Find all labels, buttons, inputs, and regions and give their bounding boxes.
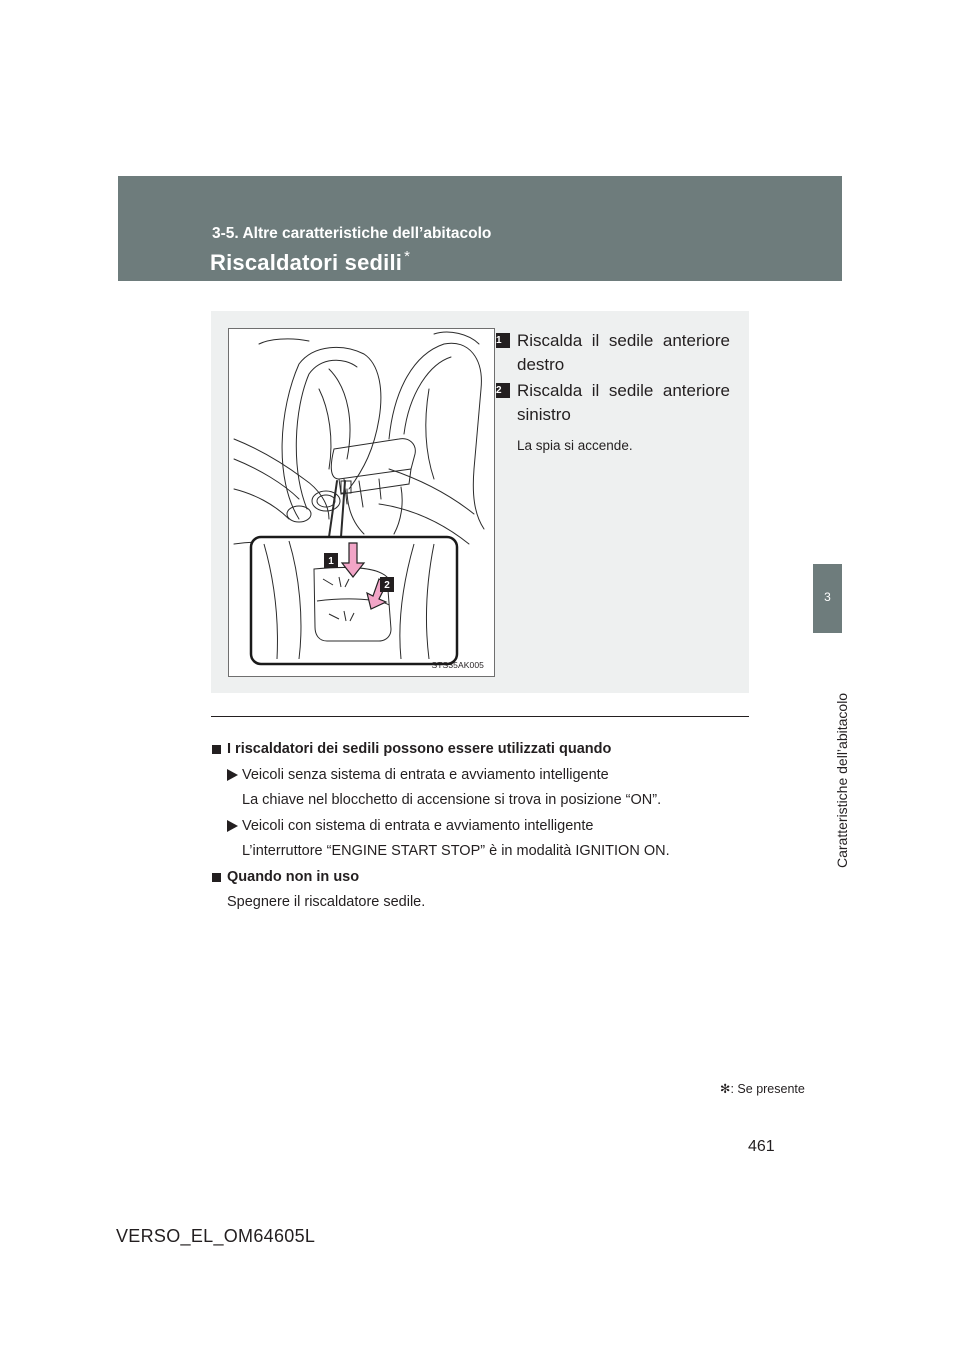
page-title xyxy=(210,248,410,276)
page-number: 461 xyxy=(748,1138,775,1155)
footnote xyxy=(720,1081,805,1096)
note-text-ignition-on: L’interruttore “ENGINE START STOP” è in modalità IGNITION ON. xyxy=(242,843,670,859)
note-bullet-no-smart-key-text: Veicoli senza sistema di entrata e avviamento intelligente xyxy=(242,766,609,783)
note-bullet-smart-key xyxy=(212,814,752,840)
callout-2: 2 xyxy=(384,580,390,591)
optional-marker: * xyxy=(404,248,411,265)
section-header xyxy=(118,176,842,281)
chapter-label: Caratteristiche dell’abitacolo xyxy=(834,692,850,868)
triangle-bullet-icon xyxy=(227,820,238,832)
legend-text-1: Riscalda il sedile anteriore destro xyxy=(517,331,730,374)
note-bullet-no-smart-key xyxy=(212,763,752,789)
figure-code: STS35AK005 xyxy=(431,660,484,670)
indicator-note: La spia si accende. xyxy=(517,438,633,453)
figure-panel xyxy=(211,311,749,693)
page-title-text: Riscaldatori sedili xyxy=(210,250,403,275)
square-bullet-icon xyxy=(212,745,221,754)
legend-text-2: Riscalda il sedile anteriore sinistro xyxy=(517,381,730,424)
note-text-key-on: La chiave nel blocchetto di accensione si trova in posizione “ON”. xyxy=(242,792,662,808)
note-bullet-smart-key-text: Veicoli con sistema di entrata e avviamento intelligente xyxy=(242,817,594,834)
square-bullet-icon xyxy=(212,873,221,882)
section-label: 3-5. Altre caratteristiche dell’abitacolo xyxy=(212,225,492,242)
badge-1: 1 xyxy=(496,333,510,348)
seat-heater-illustration xyxy=(228,328,495,677)
note-heading-not-in-use-text: Quando non in uso xyxy=(227,868,360,885)
divider xyxy=(211,716,749,717)
callout-1: 1 xyxy=(328,556,334,567)
legend-item-2 xyxy=(490,379,730,427)
note-heading-usage-text: I riscaldatori dei sedili possono essere utilizzati quando xyxy=(227,741,612,757)
legend-item-1 xyxy=(490,329,730,377)
figure-legend xyxy=(490,329,730,453)
note-text-turn-off: Spegnere il riscaldatore sedile. xyxy=(227,894,426,910)
seat-heater-drawing xyxy=(229,329,494,676)
badge-2: 2 xyxy=(496,383,510,398)
note-heading-not-in-use xyxy=(212,865,752,891)
document-code: VERSO_EL_OM64605L xyxy=(116,1226,316,1246)
asterisk-icon: ✻ xyxy=(720,1082,731,1096)
notes-section xyxy=(212,737,752,916)
footnote-text: : Se presente xyxy=(730,1082,805,1096)
triangle-bullet-icon xyxy=(227,769,238,781)
note-heading-usage xyxy=(212,737,752,763)
chapter-number: 3 xyxy=(824,590,831,604)
